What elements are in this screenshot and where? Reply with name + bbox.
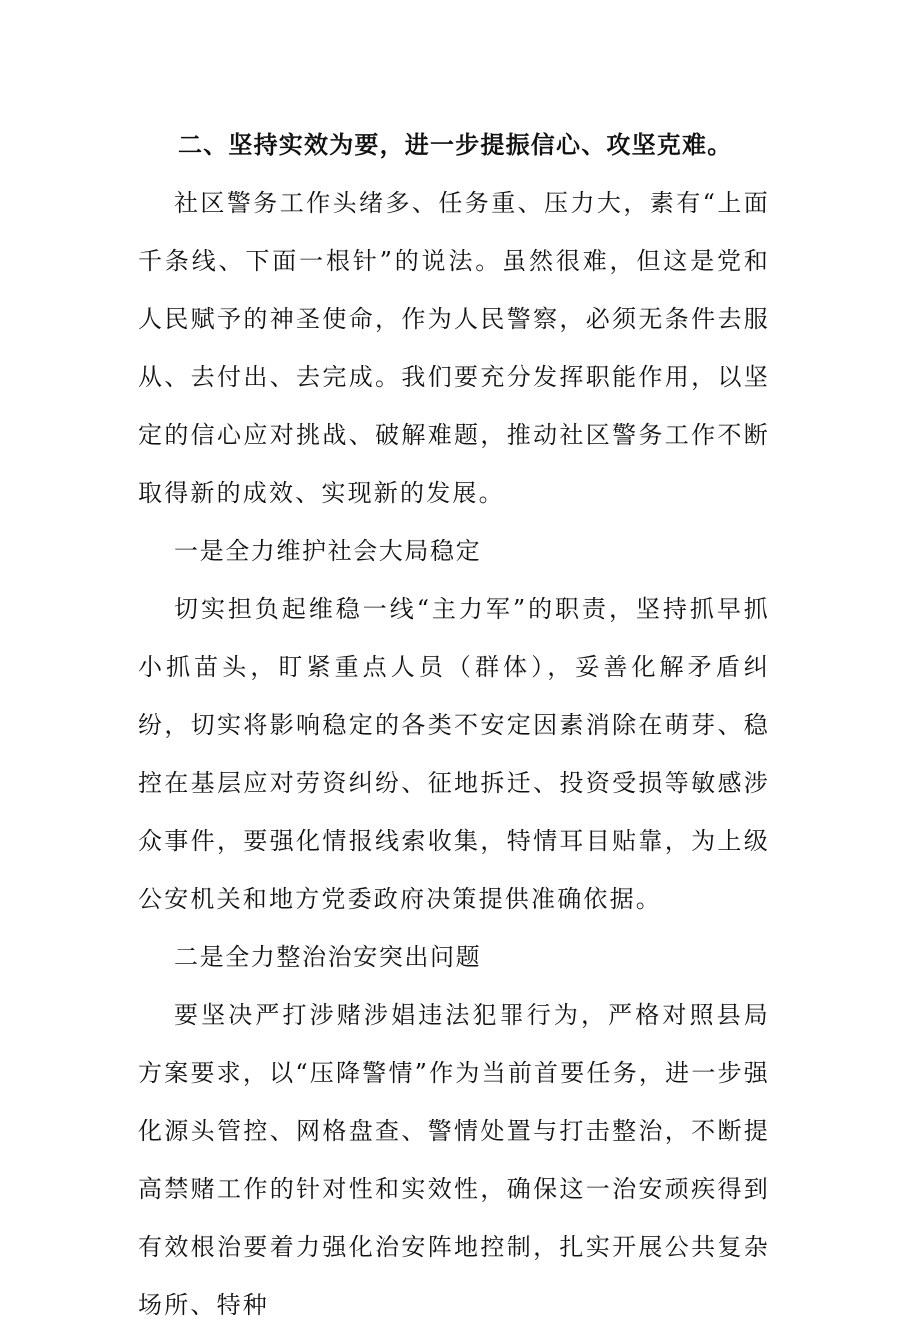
section-heading: 二、坚持实效为要，进一步提振信心、攻坚克难。 <box>178 130 733 159</box>
subsection-title-1: 一是全力维护社会大局稳定 <box>174 537 482 565</box>
subsection-body-2: 要坚决严打涉赌涉娼违法犯罪行为，严格对照县局方案要求，以“压降警情”作为当前首要任务，进一步强化源头管控、网格盘查、警情处置与打击整治，不断提高禁赌工作的针对性和实效性，确保这一治安顽疾得到有效根治要着力强化治安阵地控制，扎实开展公共复杂场所、特种 <box>138 1001 770 1319</box>
document-body <box>138 116 770 1334</box>
subsection-title-2: 二是全力整治治安突出问题 <box>174 943 482 971</box>
intro-paragraph: 社区警务工作头绪多、任务重、压力大，素有“上面千条线、下面一根针”的说法。虽然很难，但这是党和人民赋予的神圣使命，作为人民警察，必须无条件去服从、去付出、去完成。我们要充分发挥职能作用，以坚定的信心应对挑战、破解难题，推动社区警务工作不断取得新的成效、实现新的发展。 <box>138 189 770 507</box>
subsection-body-1: 切实担负起维稳一线“主力军”的职责，坚持抓早抓小抓苗头，盯紧重点人员（群体），妥善化解矛盾纠纷，切实将影响稳定的各类不安定因素消除在萌芽、稳控在基层应对劳资纠纷、征地拆迁、投资受损等敏感涉众事件，要强化情报线索收集，特情耳目贴靠，为上级公安机关和地方党委政府决策提供准确依据。 <box>138 595 770 913</box>
